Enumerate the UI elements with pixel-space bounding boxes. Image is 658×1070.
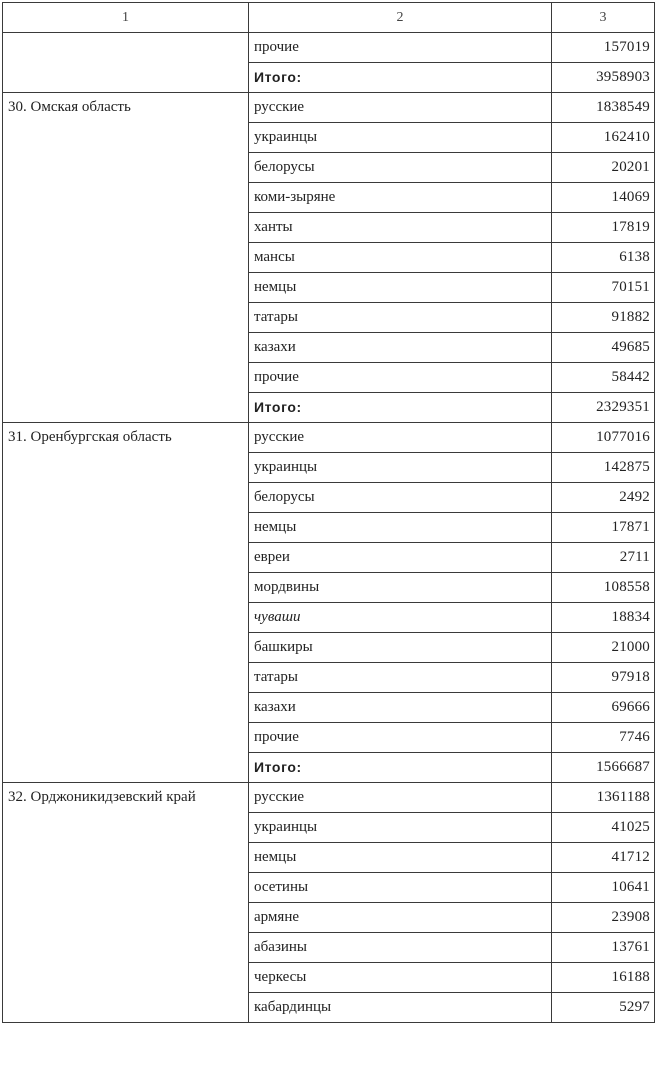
nationality-name: армяне xyxy=(249,903,552,933)
population-value: 2492 xyxy=(552,483,655,513)
nationality-name: русские xyxy=(249,423,552,453)
table-row xyxy=(3,33,655,63)
nationality-name: немцы xyxy=(249,273,552,303)
population-value: 91882 xyxy=(552,303,655,333)
total-label: Итого: xyxy=(249,393,552,423)
population-value: 108558 xyxy=(552,573,655,603)
population-value: 58442 xyxy=(552,363,655,393)
nationality-name: коми-зыряне xyxy=(249,183,552,213)
nationality-name: казахи xyxy=(249,333,552,363)
nationality-population-table xyxy=(2,2,655,1023)
nationality-name: русские xyxy=(249,93,552,123)
population-value: 10641 xyxy=(552,873,655,903)
population-table-page xyxy=(2,2,654,1023)
table-row xyxy=(3,783,655,813)
nationality-name: прочие xyxy=(249,363,552,393)
population-value: 49685 xyxy=(552,333,655,363)
total-label: Итого: xyxy=(249,753,552,783)
nationality-name: мордвины xyxy=(249,573,552,603)
nationality-name: башкиры xyxy=(249,633,552,663)
nationality-name: чуваши xyxy=(249,603,552,633)
population-value: 5297 xyxy=(552,993,655,1023)
population-value: 70151 xyxy=(552,273,655,303)
nationality-name: белорусы xyxy=(249,153,552,183)
population-value: 2711 xyxy=(552,543,655,573)
nationality-name: прочие xyxy=(249,33,552,63)
population-value: 13761 xyxy=(552,933,655,963)
header-col-3: 3 xyxy=(552,3,655,33)
population-value: 20201 xyxy=(552,153,655,183)
nationality-name: евреи xyxy=(249,543,552,573)
population-value: 7746 xyxy=(552,723,655,753)
population-value: 157019 xyxy=(552,33,655,63)
population-value: 1838549 xyxy=(552,93,655,123)
population-value: 69666 xyxy=(552,693,655,723)
total-value: 2329351 xyxy=(552,393,655,423)
nationality-name: казахи xyxy=(249,693,552,723)
nationality-name: украинцы xyxy=(249,453,552,483)
header-row xyxy=(3,3,655,33)
nationality-name: кабардинцы xyxy=(249,993,552,1023)
total-label: Итого: xyxy=(249,63,552,93)
nationality-name: черкесы xyxy=(249,963,552,993)
region-name xyxy=(3,33,249,93)
total-value: 1566687 xyxy=(552,753,655,783)
population-value: 17819 xyxy=(552,213,655,243)
table-row xyxy=(3,423,655,453)
population-value: 41712 xyxy=(552,843,655,873)
nationality-name: украинцы xyxy=(249,813,552,843)
population-value: 21000 xyxy=(552,633,655,663)
nationality-name: украинцы xyxy=(249,123,552,153)
table-row xyxy=(3,93,655,123)
population-value: 1077016 xyxy=(552,423,655,453)
nationality-name: немцы xyxy=(249,513,552,543)
nationality-name: мансы xyxy=(249,243,552,273)
nationality-name: татары xyxy=(249,303,552,333)
population-value: 41025 xyxy=(552,813,655,843)
nationality-name: прочие xyxy=(249,723,552,753)
table-body xyxy=(3,3,655,1023)
population-value: 142875 xyxy=(552,453,655,483)
region-name: 32. Орджоникидзевский край xyxy=(3,783,249,1023)
nationality-name: осетины xyxy=(249,873,552,903)
nationality-name: немцы xyxy=(249,843,552,873)
nationality-name: белорусы xyxy=(249,483,552,513)
population-value: 6138 xyxy=(552,243,655,273)
header-col-2: 2 xyxy=(249,3,552,33)
nationality-name: русские xyxy=(249,783,552,813)
region-name: 31. Оренбургская область xyxy=(3,423,249,783)
population-value: 16188 xyxy=(552,963,655,993)
population-value: 162410 xyxy=(552,123,655,153)
nationality-name: татары xyxy=(249,663,552,693)
population-value: 23908 xyxy=(552,903,655,933)
population-value: 18834 xyxy=(552,603,655,633)
population-value: 97918 xyxy=(552,663,655,693)
nationality-name: абазины xyxy=(249,933,552,963)
population-value: 17871 xyxy=(552,513,655,543)
region-name: 30. Омская область xyxy=(3,93,249,423)
nationality-name: ханты xyxy=(249,213,552,243)
total-value: 3958903 xyxy=(552,63,655,93)
header-col-1: 1 xyxy=(3,3,249,33)
population-value: 14069 xyxy=(552,183,655,213)
population-value: 1361188 xyxy=(552,783,655,813)
